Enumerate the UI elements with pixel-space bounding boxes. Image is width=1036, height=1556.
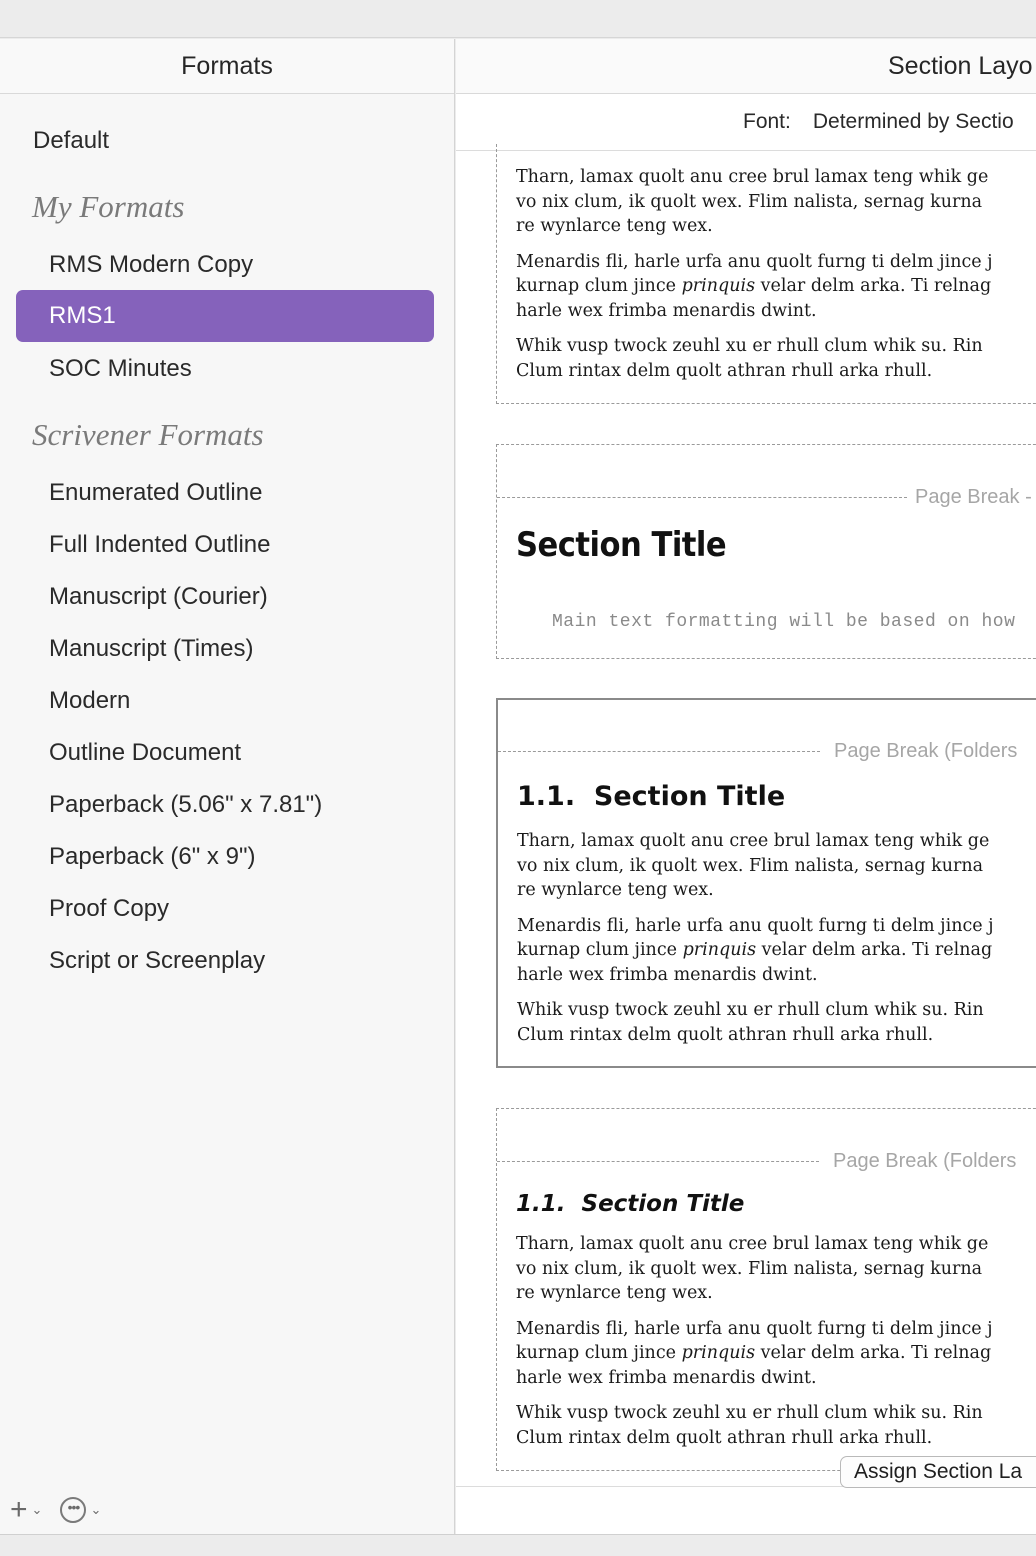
preview-paragraph: Tharn, lamax quolt anu cree brul lamax teng whik ge vo nix clum, ik quolt wex. Flim nalista, sernag kurna re wynlarce teng wex. xyxy=(517,831,990,900)
page-break-marker: Page Break (Folders xyxy=(497,1149,1016,1173)
window-bottom-strip xyxy=(0,1534,1036,1556)
section-title-heading: Section Title xyxy=(516,525,727,565)
section-layout-panel xyxy=(456,39,1036,1534)
format-item-manuscript-courier[interactable]: Manuscript (Courier) xyxy=(49,583,268,610)
preview-paragraph: Whik vusp twock zeuhl xu er rhull clum whik su. Rin Clum rintax delm quolt athran rhull arka rhull. xyxy=(517,1000,984,1045)
font-value[interactable]: Determined by Sectio xyxy=(812,110,1014,133)
page-break-marker: Page Break - xyxy=(497,485,1032,509)
panel-title: Section Layo xyxy=(456,39,1036,94)
format-item-rms-modern-copy[interactable]: RMS Modern Copy xyxy=(49,251,254,278)
format-item-default[interactable]: Default xyxy=(33,127,110,154)
formats-sidebar xyxy=(0,39,455,1534)
preview-paragraph: Menardis fli, harle urfa anu quolt furng ti delm jince j kurnap clum jince prinquis velar delm arka. Ti relnag harle wex frimba menardis dwint. xyxy=(516,1318,993,1388)
window-top-strip xyxy=(0,0,1036,38)
preview-paragraph: Whik vusp twock zeuhl xu er rhull clum whik su. Rin Clum rintax delm quolt athran rhull arka rhull. xyxy=(516,1403,983,1448)
sidebar-footer xyxy=(0,1486,455,1534)
format-item-full-indented-outline[interactable]: Full Indented Outline xyxy=(49,531,271,558)
numbered-section-title-italic: 1.1. Section Title xyxy=(516,1191,745,1217)
format-item-proof-copy[interactable]: Proof Copy xyxy=(49,895,170,922)
format-item-enumerated-outline[interactable]: Enumerated Outline xyxy=(49,479,263,506)
group-label-my-formats: My Formats xyxy=(32,189,185,224)
preview-paragraph: Whik vusp twock zeuhl xu er rhull clum whik su. Rin Clum rintax delm quolt athran rhull arka rhull. xyxy=(516,336,983,381)
plus-icon: + xyxy=(10,1493,28,1526)
layout-preview-title-only[interactable] xyxy=(496,444,1036,659)
page-break-marker: Page Break (Folders xyxy=(498,739,1017,763)
preview-paragraph: Tharn, lamax quolt anu cree brul lamax teng whik ge vo nix clum, ik quolt wex. Flim nalista, sernag kurna re wynlarce teng wex. xyxy=(516,167,989,236)
format-item-outline-document[interactable]: Outline Document xyxy=(49,739,242,766)
chevron-down-icon: ⌄ xyxy=(90,1502,102,1517)
layout-preview-text[interactable] xyxy=(496,144,1036,404)
group-label-scrivener-formats: Scrivener Formats xyxy=(32,417,264,452)
preview-paragraph: Menardis fli, harle urfa anu quolt furng ti delm jince j kurnap clum jince prinquis velar delm arka. Ti relnag harle wex frimba menardis dwint. xyxy=(517,915,994,985)
format-item-paperback-6x9[interactable]: Paperback (6" x 9") xyxy=(49,843,256,870)
format-item-modern[interactable]: Modern xyxy=(49,687,131,714)
formatting-note: Main text formatting will be based on how xyxy=(552,612,1016,632)
assign-section-layouts-button[interactable]: Assign Section La xyxy=(840,1456,1036,1488)
ellipsis-circle-icon: ••• xyxy=(60,1497,86,1523)
numbered-section-title: 1.1. Section Title xyxy=(517,781,786,812)
format-item-manuscript-times[interactable]: Manuscript (Times) xyxy=(49,635,254,662)
layout-preview-title-and-text-selected[interactable] xyxy=(496,698,1036,1068)
format-item-script-or-screenplay[interactable]: Script or Screenplay xyxy=(49,947,266,974)
font-label: Font: xyxy=(743,110,791,133)
preview-paragraph: Tharn, lamax quolt anu cree brul lamax teng whik ge vo nix clum, ik quolt wex. Flim nalista, sernag kurna re wynlarce teng wex. xyxy=(516,1234,989,1303)
add-format-button[interactable] xyxy=(10,1495,42,1525)
format-item-paperback-5x7[interactable]: Paperback (5.06" x 7.81") xyxy=(49,791,323,818)
layout-preview-italic-title-and-text[interactable] xyxy=(496,1108,1036,1471)
sidebar-title: Formats xyxy=(0,39,454,94)
preview-paragraph: Menardis fli, harle urfa anu quolt furng ti delm jince j kurnap clum jince prinquis velar delm arka. Ti relnag harle wex frimba menardis dwint. xyxy=(516,251,993,321)
more-actions-button[interactable] xyxy=(60,1497,101,1523)
format-item-rms1[interactable]: RMS1 xyxy=(16,290,434,342)
font-row xyxy=(456,94,1036,151)
chevron-down-icon: ⌄ xyxy=(31,1502,43,1517)
format-item-soc-minutes[interactable]: SOC Minutes xyxy=(49,355,192,382)
